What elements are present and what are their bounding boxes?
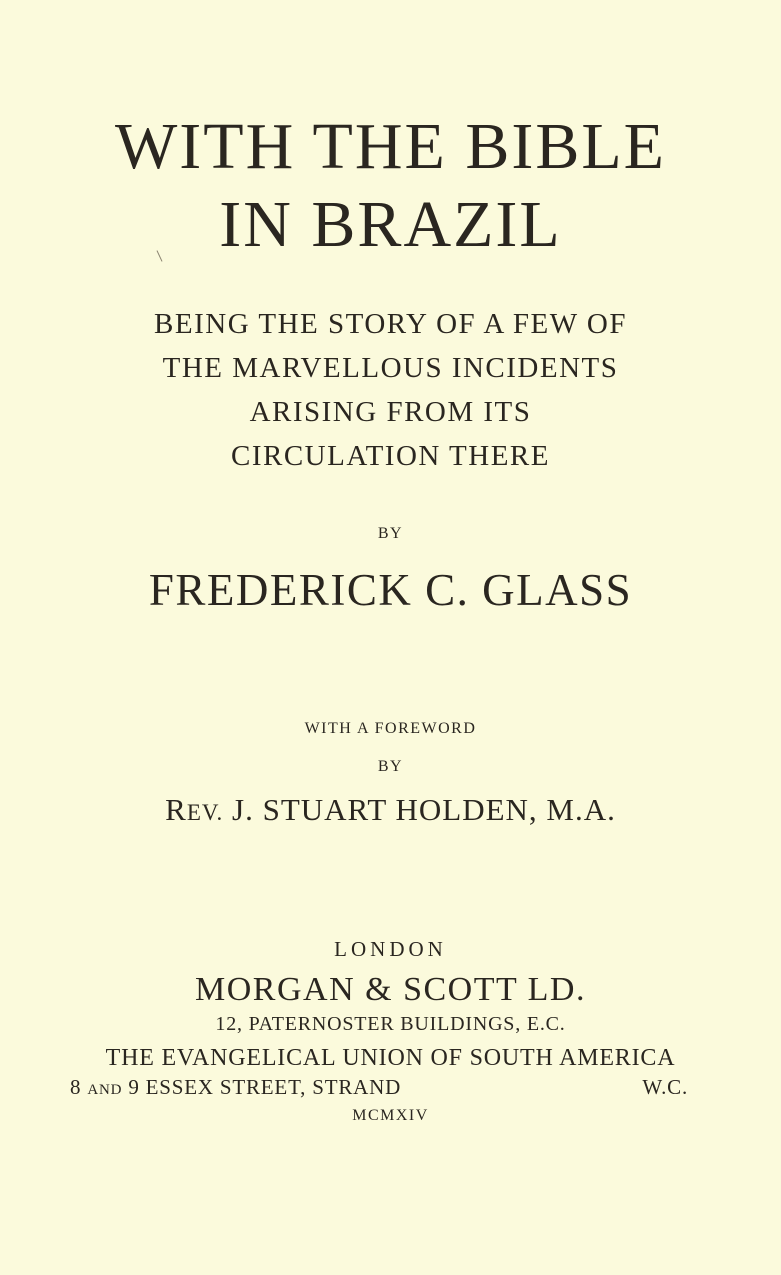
society-name: THE EVANGELICAL UNION OF SOUTH AMERICA bbox=[105, 1045, 676, 1071]
subtitle-line-4: CIRCULATION THERE bbox=[231, 440, 550, 472]
book-title-line-1: WITH THE BIBLE bbox=[114, 110, 666, 183]
street-rest: 9 ESSEX STREET, STRAND bbox=[122, 1075, 402, 1099]
subtitle-line-3: ARISING FROM ITS bbox=[249, 396, 532, 428]
publisher-address: 12, PATERNOSTER BUILDINGS, E.C. bbox=[215, 1013, 566, 1035]
author-name: FREDERICK C. GLASS bbox=[148, 565, 633, 615]
publication-year: MCMXIV bbox=[352, 1107, 429, 1124]
by-label: BY bbox=[377, 525, 404, 542]
street-number-8: 8 bbox=[70, 1075, 88, 1099]
foreword-author-name: J. STUART HOLDEN, M.A. bbox=[223, 792, 616, 827]
rev-initial: R bbox=[165, 792, 187, 827]
imprint-city: LONDON bbox=[334, 937, 447, 961]
society-address bbox=[70, 1077, 688, 1098]
publisher-name: MORGAN & SCOTT LD. bbox=[195, 971, 586, 1008]
street-and: AND bbox=[87, 1082, 123, 1098]
foreword-by-label: BY bbox=[377, 758, 404, 775]
society-postal-district: W.C. bbox=[642, 1075, 688, 1099]
rev-rest: EV. bbox=[186, 800, 224, 825]
foreword-author bbox=[0, 794, 781, 825]
subtitle-line-2: THE MARVELLOUS INCIDENTS bbox=[162, 352, 619, 384]
foreword-label: WITH A FOREWORD bbox=[304, 720, 477, 737]
book-title-line-2: IN BRAZIL bbox=[219, 188, 562, 261]
society-street bbox=[70, 1077, 401, 1098]
subtitle-line-1: BEING THE STORY OF A FEW OF bbox=[154, 308, 627, 340]
